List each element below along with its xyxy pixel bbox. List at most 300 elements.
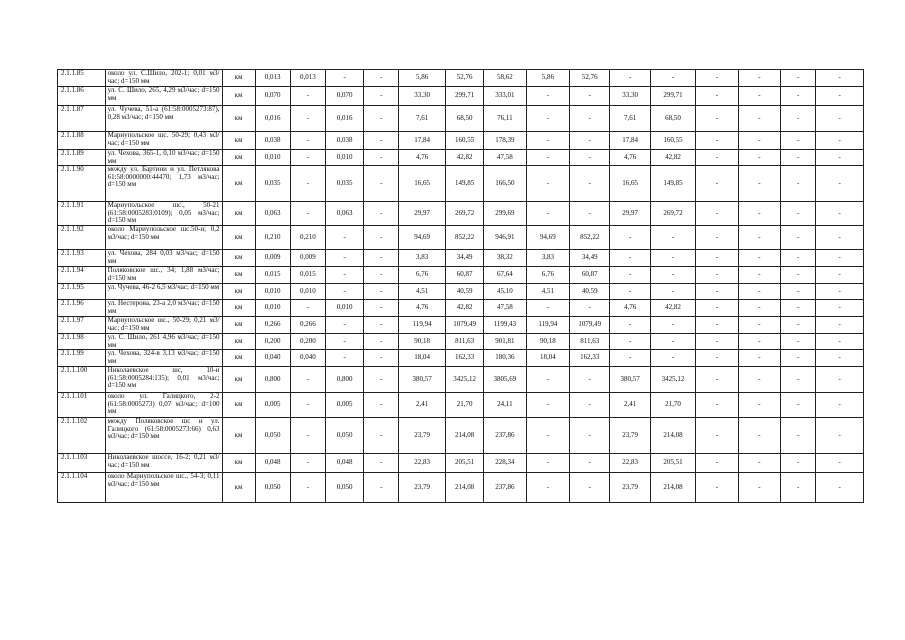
value-cell: 0,013 xyxy=(290,70,325,87)
value-cell: - xyxy=(816,87,864,106)
value-cell: 5,86 xyxy=(526,70,569,87)
value-cell: - xyxy=(816,150,864,166)
value-cell: 162,33 xyxy=(445,350,483,367)
value-cell: - xyxy=(290,299,325,316)
value-cell: - xyxy=(570,150,610,166)
unit-cell: км xyxy=(222,333,255,349)
value-cell: 17,84 xyxy=(610,132,650,150)
value-cell: 0,048 xyxy=(255,454,290,473)
table-row xyxy=(58,454,864,473)
row-description: ул. Чучева, 46-2 6,5 м3/час; d=150 мм xyxy=(105,283,222,299)
value-cell: 4,51 xyxy=(526,283,569,299)
value-cell: - xyxy=(781,367,816,393)
value-cell: 237,86 xyxy=(484,418,526,454)
row-description: ул. Чехова, 324-в 3,13 м3/час; d=150 мм xyxy=(105,350,222,367)
value-cell: 22,83 xyxy=(399,454,446,473)
value-cell: - xyxy=(738,393,780,418)
row-code: 2.1.1.104 xyxy=(58,473,106,503)
value-cell: - xyxy=(526,418,569,454)
value-cell: 0,015 xyxy=(290,266,325,283)
value-cell: - xyxy=(738,132,780,150)
value-cell: - xyxy=(526,150,569,166)
value-cell: 3,83 xyxy=(399,249,446,266)
value-cell: - xyxy=(781,225,816,249)
value-cell: - xyxy=(290,418,325,454)
value-cell: 811,63 xyxy=(570,333,610,349)
value-cell: 4,76 xyxy=(610,150,650,166)
table-row xyxy=(58,249,864,266)
row-code: 2.1.1.95 xyxy=(58,283,106,299)
value-cell: 149,85 xyxy=(445,166,483,202)
value-cell: 0,035 xyxy=(325,166,363,202)
table-row xyxy=(58,70,864,87)
value-cell: 2,41 xyxy=(399,393,446,418)
value-cell: 3425,12 xyxy=(650,367,696,393)
value-cell: - xyxy=(570,87,610,106)
value-cell: - xyxy=(816,418,864,454)
value-cell: 29,97 xyxy=(610,202,650,226)
value-cell: 0,800 xyxy=(325,367,363,393)
value-cell: - xyxy=(696,316,738,333)
value-cell: 0,070 xyxy=(325,87,363,106)
value-cell: 23,79 xyxy=(610,473,650,503)
value-cell: - xyxy=(610,283,650,299)
value-cell: - xyxy=(526,166,569,202)
value-cell: - xyxy=(364,132,399,150)
table-row xyxy=(58,166,864,202)
value-cell: - xyxy=(738,87,780,106)
value-cell: 22,83 xyxy=(610,454,650,473)
value-cell: - xyxy=(570,367,610,393)
value-cell: - xyxy=(738,249,780,266)
table-row xyxy=(58,266,864,283)
value-cell: - xyxy=(570,166,610,202)
value-cell: 0,010 xyxy=(290,283,325,299)
unit-cell: км xyxy=(222,166,255,202)
value-cell: - xyxy=(526,299,569,316)
row-description: Николаевское шс, 10-и (61:58:0005284:135); 0,01 м3/час; d=150 мм xyxy=(105,367,222,393)
value-cell: 0,038 xyxy=(325,132,363,150)
row-code: 2.1.1.92 xyxy=(58,225,106,249)
row-description: Мариупольское шс. 50-29; 0,43 м3/час; d=150 мм xyxy=(105,132,222,150)
value-cell: - xyxy=(738,350,780,367)
unit-cell: км xyxy=(222,367,255,393)
value-cell: 0,040 xyxy=(255,350,290,367)
value-cell: - xyxy=(364,367,399,393)
pipeline-cost-table xyxy=(57,69,864,503)
value-cell: - xyxy=(696,418,738,454)
value-cell: - xyxy=(364,333,399,349)
unit-cell: км xyxy=(222,454,255,473)
value-cell: - xyxy=(364,166,399,202)
value-cell: - xyxy=(696,473,738,503)
value-cell: - xyxy=(610,333,650,349)
value-cell: 40,59 xyxy=(445,283,483,299)
value-cell: 0,010 xyxy=(255,283,290,299)
value-cell: 299,71 xyxy=(650,87,696,106)
value-cell: 16,65 xyxy=(399,166,446,202)
value-cell: - xyxy=(526,367,569,393)
value-cell: - xyxy=(696,70,738,87)
value-cell: - xyxy=(526,132,569,150)
value-cell: - xyxy=(364,70,399,87)
value-cell: 380,57 xyxy=(610,367,650,393)
value-cell: 16,65 xyxy=(610,166,650,202)
value-cell: - xyxy=(816,225,864,249)
value-cell: 4,76 xyxy=(610,299,650,316)
unit-cell: км xyxy=(222,418,255,454)
row-code: 2.1.1.89 xyxy=(58,150,106,166)
value-cell: 214,08 xyxy=(445,418,483,454)
row-description: между Поляковское шс и ул. Галицкого (61:58:0005273:66) 0,63 м3/час; d=150 мм xyxy=(105,418,222,454)
value-cell: - xyxy=(781,473,816,503)
value-cell: - xyxy=(738,299,780,316)
value-cell: 90,18 xyxy=(526,333,569,349)
value-cell: 237,86 xyxy=(484,473,526,503)
value-cell: - xyxy=(526,202,569,226)
value-cell: 6,76 xyxy=(399,266,446,283)
value-cell: - xyxy=(364,350,399,367)
value-cell: 214,08 xyxy=(650,418,696,454)
value-cell: - xyxy=(364,225,399,249)
row-code: 2.1.1.100 xyxy=(58,367,106,393)
value-cell: 299,71 xyxy=(445,87,483,106)
value-cell: - xyxy=(816,249,864,266)
row-description: ул. Нестерова, 23-а 2,0 м3/час; d=150 мм xyxy=(105,299,222,316)
value-cell: - xyxy=(781,333,816,349)
value-cell: 0,016 xyxy=(255,106,290,132)
value-cell: - xyxy=(325,283,363,299)
value-cell: - xyxy=(290,166,325,202)
value-cell: 40,59 xyxy=(570,283,610,299)
value-cell: - xyxy=(325,333,363,349)
value-cell: 17,84 xyxy=(399,132,446,150)
value-cell: 0,010 xyxy=(255,299,290,316)
unit-cell: км xyxy=(222,225,255,249)
value-cell: - xyxy=(290,132,325,150)
value-cell: 4,51 xyxy=(399,283,446,299)
value-cell: - xyxy=(816,266,864,283)
value-cell: 7,61 xyxy=(399,106,446,132)
value-cell: - xyxy=(696,132,738,150)
document-page xyxy=(57,69,864,503)
value-cell: 119,94 xyxy=(526,316,569,333)
value-cell: - xyxy=(816,350,864,367)
value-cell: - xyxy=(696,87,738,106)
unit-cell: км xyxy=(222,299,255,316)
value-cell: - xyxy=(816,473,864,503)
value-cell: 0,210 xyxy=(255,225,290,249)
value-cell: 852,22 xyxy=(445,225,483,249)
value-cell: 119,94 xyxy=(399,316,446,333)
value-cell: 24,11 xyxy=(484,393,526,418)
value-cell: - xyxy=(781,87,816,106)
value-cell: - xyxy=(290,454,325,473)
value-cell: - xyxy=(816,202,864,226)
value-cell: - xyxy=(364,249,399,266)
value-cell: - xyxy=(696,106,738,132)
unit-cell: км xyxy=(222,393,255,418)
value-cell: - xyxy=(696,333,738,349)
value-cell: - xyxy=(364,418,399,454)
value-cell: 3,83 xyxy=(526,249,569,266)
value-cell: - xyxy=(526,106,569,132)
value-cell: 33,30 xyxy=(399,87,446,106)
value-cell: 3425,12 xyxy=(445,367,483,393)
value-cell: 0,063 xyxy=(255,202,290,226)
value-cell: - xyxy=(781,418,816,454)
row-code: 2.1.1.85 xyxy=(58,70,106,87)
value-cell: - xyxy=(610,249,650,266)
value-cell: 6,76 xyxy=(526,266,569,283)
table-row xyxy=(58,150,864,166)
value-cell: - xyxy=(290,202,325,226)
value-cell: 380,57 xyxy=(399,367,446,393)
value-cell: - xyxy=(738,225,780,249)
value-cell: - xyxy=(781,393,816,418)
value-cell: 42,82 xyxy=(650,299,696,316)
table-row xyxy=(58,283,864,299)
row-code: 2.1.1.93 xyxy=(58,249,106,266)
value-cell: - xyxy=(781,166,816,202)
row-description: ул. Чучева, 51-а (61:58:0005273:87), 0,28 м3/час; d=150 мм xyxy=(105,106,222,132)
value-cell: 94,69 xyxy=(399,225,446,249)
value-cell: - xyxy=(610,266,650,283)
value-cell: - xyxy=(325,350,363,367)
value-cell: 333,01 xyxy=(484,87,526,106)
value-cell: 0,013 xyxy=(255,70,290,87)
value-cell: - xyxy=(364,202,399,226)
value-cell: 60,87 xyxy=(570,266,610,283)
value-cell: 18,04 xyxy=(399,350,446,367)
value-cell: 178,39 xyxy=(484,132,526,150)
value-cell: 0,010 xyxy=(325,150,363,166)
value-cell: 0,040 xyxy=(290,350,325,367)
value-cell: - xyxy=(738,70,780,87)
value-cell: - xyxy=(325,249,363,266)
value-cell: 269,72 xyxy=(445,202,483,226)
value-cell: 228,34 xyxy=(484,454,526,473)
unit-cell: км xyxy=(222,283,255,299)
value-cell: 21,70 xyxy=(445,393,483,418)
value-cell: - xyxy=(290,473,325,503)
value-cell: 0,016 xyxy=(325,106,363,132)
value-cell: - xyxy=(526,473,569,503)
row-description: Мариупольское шс., 50-21 (61:58:0005283:0109); 0,05 м3/час; d=150 мм xyxy=(105,202,222,226)
value-cell: 1199,43 xyxy=(484,316,526,333)
value-cell: 2,41 xyxy=(610,393,650,418)
row-code: 2.1.1.91 xyxy=(58,202,106,226)
row-code: 2.1.1.103 xyxy=(58,454,106,473)
value-cell: - xyxy=(290,87,325,106)
value-cell: 4,76 xyxy=(399,150,446,166)
value-cell: - xyxy=(696,283,738,299)
value-cell: 0,063 xyxy=(325,202,363,226)
value-cell: - xyxy=(781,202,816,226)
value-cell: 162,33 xyxy=(570,350,610,367)
value-cell: - xyxy=(570,393,610,418)
value-cell: 0,050 xyxy=(255,418,290,454)
value-cell: 299,69 xyxy=(484,202,526,226)
value-cell: 60,87 xyxy=(445,266,483,283)
value-cell: - xyxy=(738,367,780,393)
value-cell: 47,58 xyxy=(484,299,526,316)
value-cell: - xyxy=(816,283,864,299)
value-cell: - xyxy=(364,454,399,473)
value-cell: - xyxy=(816,106,864,132)
value-cell: 1079,49 xyxy=(570,316,610,333)
value-cell: - xyxy=(325,225,363,249)
value-cell: - xyxy=(610,70,650,87)
value-cell: 166,50 xyxy=(484,166,526,202)
value-cell: 68,50 xyxy=(445,106,483,132)
table-row xyxy=(58,106,864,132)
value-cell: - xyxy=(696,454,738,473)
unit-cell: км xyxy=(222,249,255,266)
value-cell: - xyxy=(781,70,816,87)
value-cell: 0,210 xyxy=(290,225,325,249)
value-cell: - xyxy=(696,150,738,166)
row-description: ул. Чехова, 284 0,03 м3/час; d=150 мм xyxy=(105,249,222,266)
row-code: 2.1.1.88 xyxy=(58,132,106,150)
value-cell: - xyxy=(570,473,610,503)
row-code: 2.1.1.90 xyxy=(58,166,106,202)
table-row xyxy=(58,132,864,150)
value-cell: - xyxy=(738,316,780,333)
value-cell: - xyxy=(570,106,610,132)
value-cell: 7,61 xyxy=(610,106,650,132)
value-cell: - xyxy=(781,299,816,316)
table-row xyxy=(58,299,864,316)
value-cell: - xyxy=(816,70,864,87)
value-cell: 94,69 xyxy=(526,225,569,249)
row-description: около Мариупольское шс.50-и; 0,2 м3/час; d=150 мм xyxy=(105,225,222,249)
value-cell: 180,36 xyxy=(484,350,526,367)
value-cell: 205,51 xyxy=(445,454,483,473)
value-cell: 901,81 xyxy=(484,333,526,349)
value-cell: 205,51 xyxy=(650,454,696,473)
value-cell: - xyxy=(610,350,650,367)
value-cell: 0,070 xyxy=(255,87,290,106)
value-cell: 90,18 xyxy=(399,333,446,349)
value-cell: - xyxy=(290,150,325,166)
row-code: 2.1.1.96 xyxy=(58,299,106,316)
value-cell: - xyxy=(650,316,696,333)
value-cell: 34,49 xyxy=(445,249,483,266)
value-cell: - xyxy=(696,299,738,316)
value-cell: 58,62 xyxy=(484,70,526,87)
value-cell: - xyxy=(738,333,780,349)
value-cell: - xyxy=(781,106,816,132)
value-cell: - xyxy=(781,283,816,299)
value-cell: 42,82 xyxy=(445,150,483,166)
value-cell: 0,005 xyxy=(325,393,363,418)
value-cell: - xyxy=(816,333,864,349)
unit-cell: км xyxy=(222,266,255,283)
value-cell: - xyxy=(696,393,738,418)
unit-cell: км xyxy=(222,87,255,106)
value-cell: 42,82 xyxy=(445,299,483,316)
value-cell: 67,64 xyxy=(484,266,526,283)
value-cell: 29,97 xyxy=(399,202,446,226)
unit-cell: км xyxy=(222,70,255,87)
row-description: ул. С. Шило, 265, 4,29 м3/час; d=150 мм xyxy=(105,87,222,106)
value-cell: - xyxy=(781,316,816,333)
table-row xyxy=(58,87,864,106)
unit-cell: км xyxy=(222,132,255,150)
table-row xyxy=(58,333,864,349)
row-code: 2.1.1.87 xyxy=(58,106,106,132)
value-cell: - xyxy=(781,132,816,150)
value-cell: - xyxy=(364,266,399,283)
value-cell: - xyxy=(816,367,864,393)
value-cell: - xyxy=(650,266,696,283)
value-cell: 214,08 xyxy=(445,473,483,503)
value-cell: 18,04 xyxy=(526,350,569,367)
value-cell: - xyxy=(816,132,864,150)
row-description: около Мариупольское шс., 54-3; 0,11 м3/час; d=150 мм xyxy=(105,473,222,503)
value-cell: - xyxy=(364,299,399,316)
value-cell: - xyxy=(696,367,738,393)
value-cell: 0,800 xyxy=(255,367,290,393)
row-code: 2.1.1.99 xyxy=(58,350,106,367)
unit-cell: км xyxy=(222,202,255,226)
value-cell: 3805,69 xyxy=(484,367,526,393)
value-cell: - xyxy=(781,454,816,473)
table-row xyxy=(58,473,864,503)
table-row xyxy=(58,367,864,393)
value-cell: - xyxy=(738,454,780,473)
value-cell: - xyxy=(650,249,696,266)
value-cell: - xyxy=(364,316,399,333)
value-cell: - xyxy=(290,106,325,132)
value-cell: - xyxy=(364,106,399,132)
value-cell: 5,86 xyxy=(399,70,446,87)
value-cell: 269,72 xyxy=(650,202,696,226)
value-cell: 38,32 xyxy=(484,249,526,266)
row-description: между ул. Бартини и ул. Петлякова 61:58:0000000:44470; 1,73 м3/час; d=150 мм xyxy=(105,166,222,202)
value-cell: 33,30 xyxy=(610,87,650,106)
value-cell: 149,85 xyxy=(650,166,696,202)
value-cell: 214,08 xyxy=(650,473,696,503)
unit-cell: км xyxy=(222,150,255,166)
value-cell: - xyxy=(290,393,325,418)
value-cell: - xyxy=(738,106,780,132)
table-row xyxy=(58,225,864,249)
unit-cell: км xyxy=(222,350,255,367)
value-cell: 811,63 xyxy=(445,333,483,349)
value-cell: 4,76 xyxy=(399,299,446,316)
value-cell: 160,55 xyxy=(445,132,483,150)
value-cell: - xyxy=(364,283,399,299)
value-cell: 0,009 xyxy=(290,249,325,266)
value-cell: 0,050 xyxy=(325,473,363,503)
value-cell: - xyxy=(650,350,696,367)
value-cell: - xyxy=(650,283,696,299)
row-description: около ул. С.Шило, 202-1; 0,01 м3/час; d=150 мм xyxy=(105,70,222,87)
row-description: Поляковское шс., 34; 1,88 м3/час; d=150 мм xyxy=(105,266,222,283)
table-row xyxy=(58,418,864,454)
value-cell: - xyxy=(738,283,780,299)
row-code: 2.1.1.86 xyxy=(58,87,106,106)
value-cell: - xyxy=(781,350,816,367)
value-cell: - xyxy=(570,202,610,226)
row-code: 2.1.1.97 xyxy=(58,316,106,333)
value-cell: 946,91 xyxy=(484,225,526,249)
table-row xyxy=(58,350,864,367)
value-cell: - xyxy=(526,87,569,106)
value-cell: 0,200 xyxy=(290,333,325,349)
